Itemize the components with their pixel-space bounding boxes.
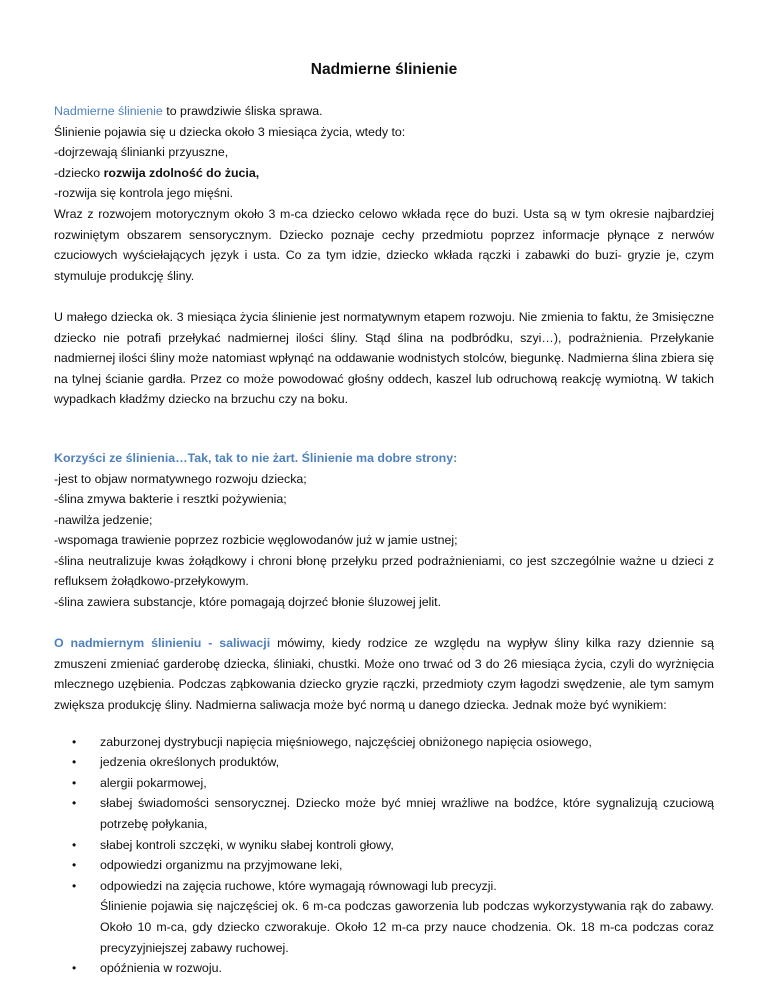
benefit-item: -ślina zmywa bakterie i resztki pożywienia; [54,492,287,507]
benefits-section [54,448,714,613]
bullet-icon: • [72,734,77,749]
list-item: • słabej kontroli szczęki, w wyniku słabej kontroli głowy, [100,835,714,856]
saliwacja-rest: mówimy, kiedy rodzice ze względu na wypływ śliny kilka razy dziennie są zmuszeni zmieniać garderobę dziecka, śliniaki, chustki. Może ono trwać od 3 do 26 miesiąca życia, czyli do wyrżnięcia mlecznego uzębienia. Podczas ząbkowania dziecko gryzie rączki, przedmioty czym łagodzi swędzenie, ale tym samym zwiększa produkcję śliny. Nadmierna saliwacja może być normą u danego dziecka. Jednak może być wynikiem: [54,636,714,713]
list-item: • odpowiedzi na zajęcia ruchowe, które wymagają równowagi lub precyzji. Ślinienie pojawia się najczęściej ok. 6 m-ca podczas gaworzenia lub podczas wykorzystywania rąk do zabawy. Około 10 m-ca, gdy dziecko czworakuje. Około 12 m-ca przy nauce chodzenia. Ok. 18 m-ca podczas coraz precyzyjniejszej zabawy ruchowej. [100,876,714,958]
intro-section [54,101,714,286]
intro-paragraph: Wraz z rozwojem motorycznym około 3 m-ca dziecko celowo wkłada ręce do buzi. Usta są w tym okresie najbardziej rozwiniętym obszarem sensorycznym. Dziecko poznaje cechy przedmiotu poprzez informacje płynące z nerwów czuciowych wyściełających język i usta. Co za tym idzie, dziecko wkłada rączki i zabawki do buzi- gryzie je, czym stymuluje produkcję śliny. [54,206,714,283]
intro-line-4 [54,163,714,184]
intro-line-4-pre: -dziecko [54,165,104,180]
benefits-heading: Korzyści ze ślinienia…Tak, tak to nie żart. Ślinienie ma dobre strony: [54,450,458,465]
bullet-icon: • [72,961,77,976]
list-item: • zaburzonej dystrybucji napięcia mięśniowego, najczęściej obniżonego napięcia osiowego, [100,732,714,753]
intro-line-5: -rozwija się kontrola jego mięśni. [54,186,234,201]
list-item: • odpowiedzi organizmu na przyjmowane leki, [100,855,714,876]
causes-note: Ślinienie pojawia się najczęściej ok. 6 m-ca podczas gaworzenia lub podczas wykorzystywania rąk do zabawy. Około 10 m-ca, gdy dziecko czworakuje. Około 12 m-ca przy nauce chodzenia. Ok. 18 m-ca podczas coraz precyzyjniejszej zabawy ruchowej. [100,899,714,955]
bullet-icon: • [72,878,77,893]
bullet-icon: • [72,775,77,790]
causes-list [54,732,714,979]
bullet-icon: • [72,755,77,770]
list-item: • jedzenia określonych produktów, [100,752,714,773]
intro-line-2: Ślinienie pojawia się u dziecka około 3 miesiąca życia, wtedy to: [54,124,406,139]
saliwacja-section [54,633,714,979]
bullet-icon: • [72,837,77,852]
benefit-item: -jest to objaw normatywnego rozwoju dziecka; [54,471,307,486]
intro-line-3: -dojrzewają ślinianki przyuszne, [54,145,229,160]
bullet-icon: • [72,796,77,811]
intro-line-4-bold: rozwija zdolność do żucia, [103,165,260,180]
intro-rest: to prawdziwie śliska sprawa. [162,104,323,118]
benefit-item: -wspomaga trawienie poprzez rozbicie węglowodanów już w jamie ustnej; [54,533,458,548]
list-item: • alergii pokarmowej, [100,773,714,794]
intro-line-1 [54,101,714,122]
page-title: Nadmierne ślinienie [310,61,458,78]
list-item: • słabej świadomości sensorycznej. Dziecko może być mniej wrażliwe na bodźce, które sygnalizują czuciową potrzebę połykania, [100,793,714,834]
benefit-item: -ślina neutralizuje kwas żołądkowy i chroni błonę przełyku przed podrażnieniami, co jest szczególnie ważne u dzieci z refluksem żołądkowo-przełykowym. [54,553,714,589]
benefit-item: -ślina zawiera substancje, które pomagają dojrzeć błonie śluzowej jelit. [54,595,442,610]
bullet-icon: • [72,858,77,873]
saliwacja-highlight: O nadmiernym ślinieniu - saliwacji [54,636,271,651]
saliwacja-paragraph [54,633,714,715]
intro-highlight: Nadmierne ślinienie [54,104,163,118]
normative-paragraph: U małego dziecka ok. 3 miesiąca życia ślinienie jest normatywnym etapem rozwoju. Nie zmienia to faktu, że 3misięczne dziecko nie potrafi przełykać nadmiernej ilości śliny. Stąd ślina na podbródku, szyi…), podrażnienia. Przełykanie nadmiernej ilości śliny może natomiast wpłynąć na oddawanie wodnistych stolców, biegunkę. Nadmierna ślina zbiera się na tylnej ścianie gardła. Przez co może powodować głośny oddech, kaszel lub odruchową reakcję wymiotną. W takich wypadkach kładźmy dziecko na brzuchu czy na boku. [54,309,714,407]
benefit-item: -nawilża jedzenie; [54,512,153,527]
list-item: • opóźnienia w rozwoju. [100,958,714,979]
